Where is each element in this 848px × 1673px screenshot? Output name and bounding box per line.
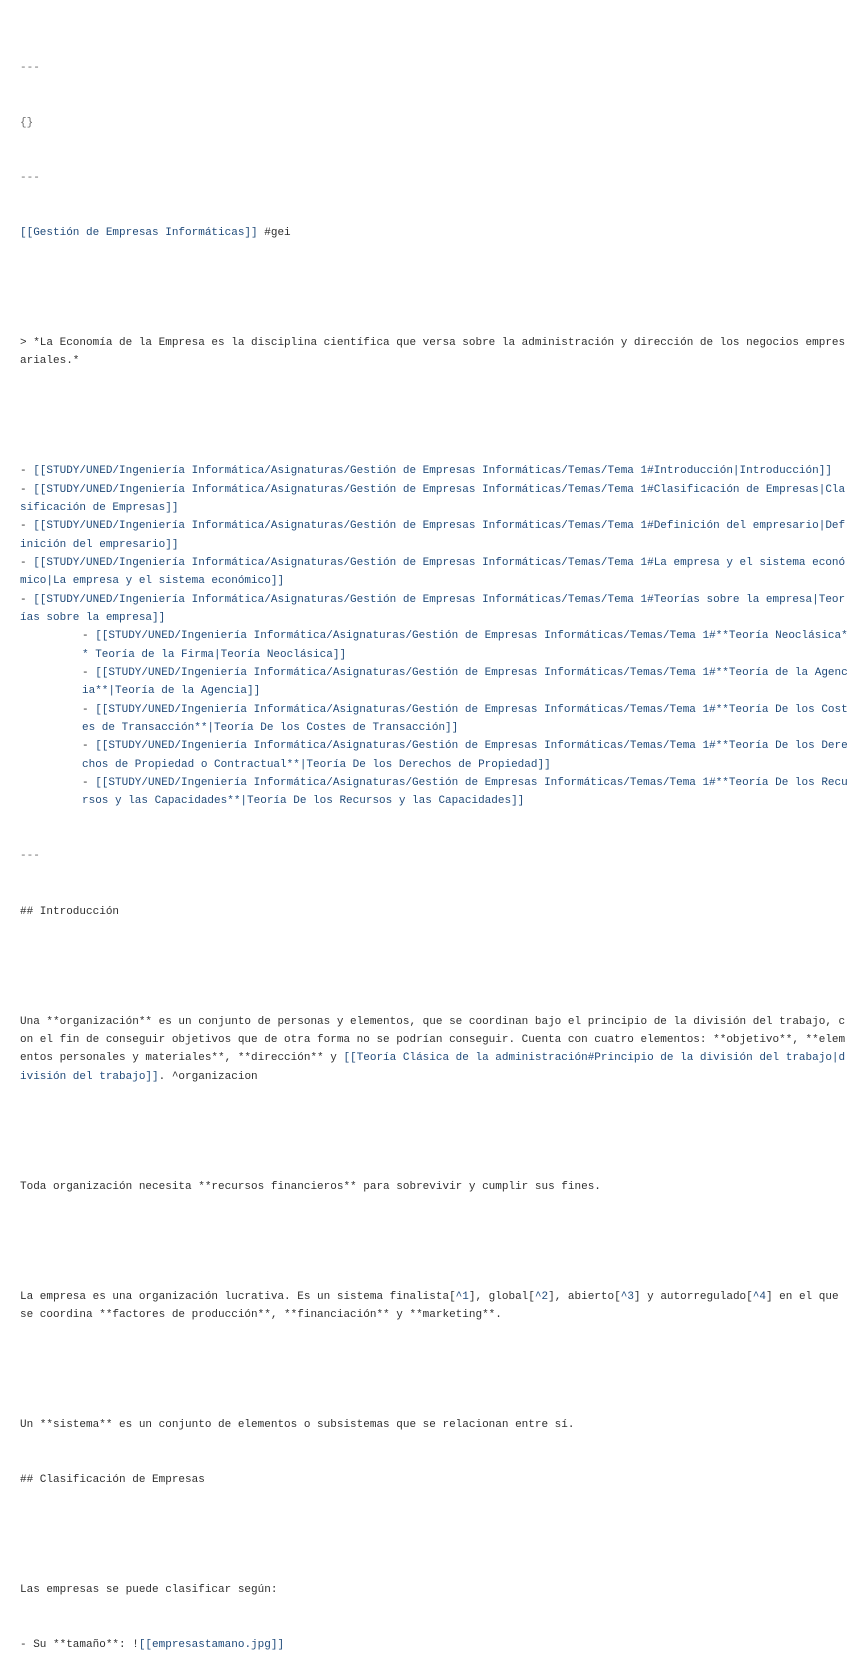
toc-link[interactable]: [[STUDY/UNED/Ingeniería Informática/Asignaturas/Gestión de Empresas Informáticas/Temas/Tema 1#**Teoría Neoclásica** Teoría de la Firma|Teoría Neoclásica]] xyxy=(82,630,848,661)
blank-line xyxy=(20,1526,848,1544)
paragraph-recursos: Toda organización necesita **recursos financieros** para sobrevivir y cumplir sus fines. xyxy=(20,1180,601,1193)
blank-line xyxy=(20,1123,848,1141)
blank-line xyxy=(20,279,848,297)
list-bullet: - xyxy=(20,465,34,478)
footnote-ref-1[interactable]: ^1 xyxy=(455,1290,469,1303)
title-line xyxy=(20,224,848,242)
paragraph-text: ] y autorregulado[ xyxy=(633,1290,753,1303)
gei-tag[interactable]: #gei xyxy=(257,226,291,239)
paragraph-text: . ^organizacion xyxy=(158,1070,258,1083)
toc-item xyxy=(20,774,848,811)
markdown-source-editor[interactable] xyxy=(20,22,848,1673)
paragraph-text: La empresa es una organización lucrativa. Es un sistema finalista[ xyxy=(20,1290,456,1303)
list-bullet: - xyxy=(82,667,96,680)
toc-link[interactable]: [[STUDY/UNED/Ingeniería Informática/Asignaturas/Gestión de Empresas Informáticas/Temas/Tema 1#**Teoría De los Derechos de Propiedad o Contractual**|Teoría De los Derechos de Propiedad]] xyxy=(82,740,848,771)
heading-clasificacion: ## Clasificación de Empresas xyxy=(20,1474,205,1487)
paragraph-clasificar: Las empresas se puede clasificar según: xyxy=(20,1584,278,1597)
list-item-text: - Su **tamaño**: ! xyxy=(20,1639,139,1652)
paragraph-text: Una **organización** es un conjunto de personas y elementos, que se coordinan bajo el principio de la división del trabajo, con el fin de conseguir objetivos que de otra forma no se podrían conseguir. Cuenta con cuatro elementos: **objetivo**, **elementos personales y materiales**, **dirección** y xyxy=(20,1015,846,1065)
toc-item xyxy=(20,462,848,480)
toc-item xyxy=(20,737,848,774)
blank-line xyxy=(20,958,848,976)
list-bullet: - xyxy=(20,483,34,496)
list-bullet: - xyxy=(20,556,34,569)
toc-item xyxy=(20,627,848,664)
list-item-tamano xyxy=(20,1636,848,1654)
list-bullet: - xyxy=(20,593,34,606)
frontmatter-body: {} xyxy=(20,116,34,129)
list-bullet: - xyxy=(20,520,34,533)
horizontal-rule: --- xyxy=(20,850,40,863)
paragraph-organizacion xyxy=(20,1013,848,1086)
list-bullet: - xyxy=(82,777,96,790)
frontmatter-close: --- xyxy=(20,171,40,184)
paragraph-text: ], global[ xyxy=(468,1290,535,1303)
blank-line xyxy=(20,407,848,425)
blank-line xyxy=(20,1233,848,1251)
heading-introduccion: ## Introducción xyxy=(20,905,120,918)
toc-link[interactable]: [[STUDY/UNED/Ingeniería Informática/Asignaturas/Gestión de Empresas Informáticas/Temas/Tema 1#**Teoría de la Agencia**|Teoría de la Agencia]] xyxy=(82,667,848,698)
blank-line xyxy=(20,1361,848,1379)
toc-link[interactable]: [[STUDY/UNED/Ingeniería Informática/Asignaturas/Gestión de Empresas Informáticas/Temas/Tema 1#Clasificación de Empresas|Clasificación de Empresas]] xyxy=(20,483,846,514)
paragraph-empresa xyxy=(20,1288,848,1325)
toc-link[interactable]: [[STUDY/UNED/Ingeniería Informática/Asignaturas/Gestión de Empresas Informáticas/Temas/Tema 1#**Teoría De los Costes de Transacción**|Teoría De los Costes de Transacción]] xyxy=(82,703,848,735)
toc-item xyxy=(20,517,848,554)
toc-item xyxy=(20,664,848,701)
toc-item xyxy=(20,554,848,591)
list-bullet: - xyxy=(82,740,96,753)
toc-item xyxy=(20,591,848,628)
footnote-ref-2[interactable]: ^2 xyxy=(534,1290,549,1303)
toc-link[interactable]: [[STUDY/UNED/Ingeniería Informática/Asignaturas/Gestión de Empresas Informáticas/Temas/Tema 1#Definición del empresario|Definición del empresario]] xyxy=(20,520,846,551)
footnote-ref-3[interactable]: ^3 xyxy=(620,1290,634,1303)
toc-item xyxy=(20,481,848,518)
course-link[interactable]: [[Gestión de Empresas Informáticas]] xyxy=(20,226,258,239)
table-of-contents xyxy=(20,462,848,811)
paragraph-text: ], abierto[ xyxy=(548,1290,621,1303)
frontmatter-open: --- xyxy=(20,61,40,74)
toc-link[interactable]: [[STUDY/UNED/Ingeniería Informática/Asignaturas/Gestión de Empresas Informáticas/Temas/Tema 1#La empresa y el sistema económico|La empresa y el sistema económico]] xyxy=(20,556,846,588)
toc-link[interactable]: [[STUDY/UNED/Ingeniería Informática/Asignaturas/Gestión de Empresas Informáticas/Temas/Tema 1#Teorías sobre la empresa|Teorías sobre la empresa]] xyxy=(20,593,846,624)
list-bullet: - xyxy=(82,703,96,716)
footnote-ref-4[interactable]: ^4 xyxy=(752,1290,766,1303)
toc-link[interactable]: [[STUDY/UNED/Ingeniería Informática/Asignaturas/Gestión de Empresas Informáticas/Temas/Tema 1#Introducción|Introducción]] xyxy=(33,465,832,478)
list-bullet: - xyxy=(82,630,96,643)
image-embed-link[interactable]: [[empresastamano.jpg]] xyxy=(138,1639,285,1652)
paragraph-sistema: Un **sistema** es un conjunto de elementos o subsistemas que se relacionan entre sí. xyxy=(20,1419,575,1432)
toc-item xyxy=(20,701,848,738)
division-trabajo-link[interactable]: [[Teoría Clásica de la administración#Principio de la división del trabajo|división del trabajo]] xyxy=(20,1052,846,1083)
toc-link[interactable]: [[STUDY/UNED/Ingeniería Informática/Asignaturas/Gestión de Empresas Informáticas/Temas/Tema 1#**Teoría De los Recursos y las Capacidades**|Teoría De los Recursos y las Capacidades]] xyxy=(82,777,848,808)
paragraph-text: ] en el que se coordina **factores de producción**, **financiación** y **marketing**. xyxy=(20,1290,846,1322)
definition-quote: > *La Economía de la Empresa es la disciplina científica que versa sobre la administración y dirección de los negocios empresariales.* xyxy=(20,336,846,368)
